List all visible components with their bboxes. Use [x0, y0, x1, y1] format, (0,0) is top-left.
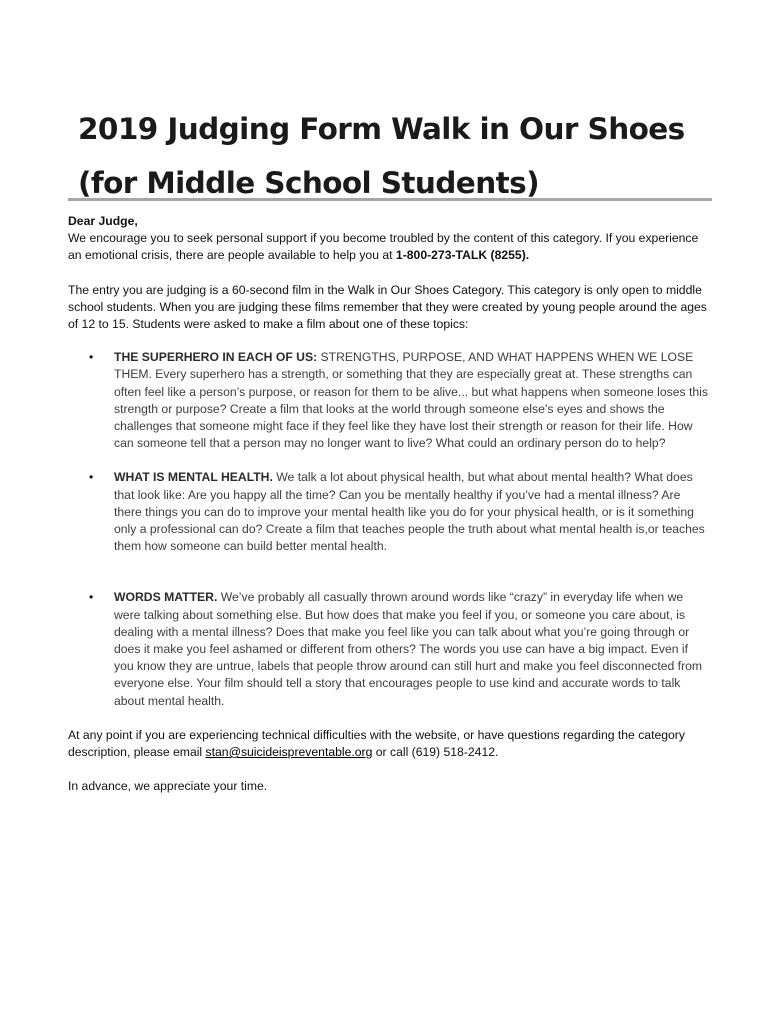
page-title — [78, 102, 718, 210]
letter-body — [68, 213, 708, 795]
intro-paragraph — [68, 230, 708, 264]
title-line-1: 2019 Judging Form Walk in Our Shoes — [78, 112, 685, 146]
title-divider — [68, 198, 712, 201]
contact-phone: or call (619) 518-2412. — [372, 745, 499, 760]
list-item — [68, 349, 708, 452]
entry-paragraph: The entry you are judging is a 60-second film in the Walk in Our Shoes Category. This category is only open to middle school students. When you are judging these films remember that they were created by young people around the ages of 12 to 15. Students were asked to make a film about one of these topics: — [68, 282, 707, 332]
bullet-icon: • — [89, 590, 94, 605]
list-item — [68, 589, 708, 709]
email-link[interactable]: stan@suicideispreventable.org — [205, 745, 373, 760]
contact-paragraph — [68, 727, 708, 761]
topic-description: We’ve probably all casually thrown around words like “crazy” in everyday life when we were talking about something else. But how does that make you feel if you, or someone you care about, is dealing with a mental illness? Does that make you feel like you can talk about what you’re going through or does it make you feel ashamed or different from others? The words you use can have a big impact. Even if you know they are untrue, labels that people throw around can still hurt and make you feel disconnected from everyone else. Your film should tell a story that encourages people to use kind and accurate words to talk about mental health. — [114, 590, 703, 708]
bullet-icon: • — [89, 350, 94, 365]
hotline-number: 1-800-273-TALK (8255). — [395, 248, 530, 263]
contact-text: At any point if you are experiencing technical difficulties with the website, or have questions regarding the category description, please email — [68, 727, 685, 760]
topic-description: We talk a lot about physical health, but what about mental health? What does that look like: Are you happy all the time? Can you be mentally healthy if you’ve had a mental illness? Are there things you can do to improve your mental health like you do for your physical health, or is it something only a professional can do? Create a film that teaches people the truth about what mental health is,or teaches them how someone can build better mental health. — [114, 470, 705, 554]
list-item — [68, 469, 708, 555]
title-line-2: (for Middle School Students) — [78, 166, 539, 200]
topic-list — [68, 349, 708, 710]
salutation: Dear Judge, — [68, 214, 138, 228]
topic-heading: THE SUPERHERO IN EACH OF US: — [114, 350, 318, 365]
closing-line: In advance, we appreciate your time. — [68, 779, 268, 794]
bullet-icon: • — [89, 470, 94, 485]
topic-description: STRENGTHS, PURPOSE, AND WHAT HAPPENS WHEN WE LOSE THEM. Every superhero has a strength, or something that they are especially great at. These strengths can often feel like a person’s purpose, or reason for them to be alive... but what happens when someone loses this strength or purpose? Create a film that looks at the world through someone else’s eyes and shows the challenges that someone might face if they feel like they have lost their strength or reason for their life. How can someone tell that a person may no longer want to live? What could an ordinary person do to help? — [114, 350, 708, 451]
topic-heading: WORDS MATTER. — [114, 590, 218, 605]
intro-text: We encourage you to seek personal support if you become troubled by the content of this category. If you experience an emotional crisis, there are people available to help you at — [68, 231, 699, 263]
topic-heading: WHAT IS MENTAL HEALTH. — [114, 470, 273, 485]
